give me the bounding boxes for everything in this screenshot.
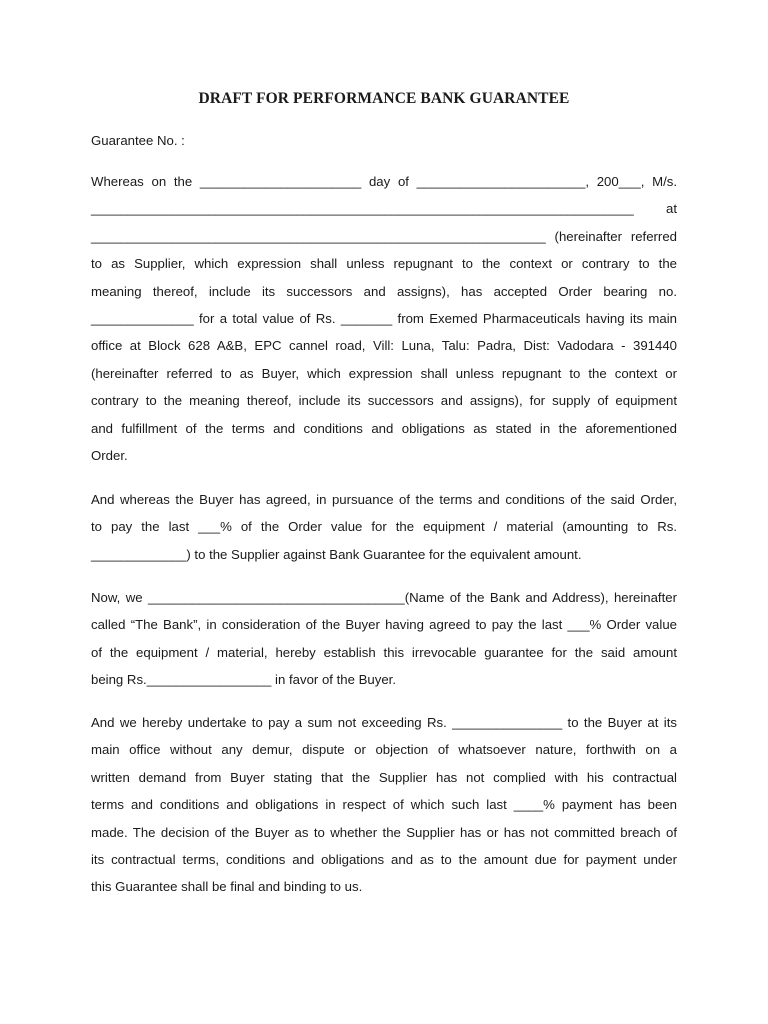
paragraph-line: being Rs._________________ in favor of the Buyer. [91, 672, 397, 688]
paragraph-line: to as Supplier, which expression shall unless repugnant to the context or contrary to the [91, 256, 677, 272]
paragraph-line: terms and conditions and obligations in respect of which such last ____% payment has been [91, 797, 677, 813]
paragraph-and-whereas [91, 486, 677, 568]
paragraph-line: its contractual terms, conditions and obligations and as to the amount due for payment under [91, 851, 677, 867]
paragraph-line: ______________________________________________________________ (hereinafter referred [91, 228, 677, 244]
paragraph-line: made. The decision of the Buyer as to whether the Supplier has or has not committed breach of [91, 824, 677, 840]
paragraph-line: __________________________________________________________________________ at [91, 201, 677, 217]
paragraph-line: (hereinafter referred to as Buyer, which expression shall unless repugnant to the context or [91, 365, 677, 381]
paragraph-line: _____________) to the Supplier against Bank Guarantee for the equivalent amount. [91, 546, 582, 562]
paragraph-line: this Guarantee shall be final and binding to us. [91, 879, 363, 895]
guarantee-number-label [91, 127, 677, 154]
paragraph-line: contrary to the meaning thereof, include its successors and assigns), for supply of equipment [91, 393, 677, 409]
paragraph-line: written demand from Buyer stating that the Supplier has not complied with his contractual [91, 769, 677, 785]
paragraph-line: office at Block 628 A&B, EPC cannel road, Vill: Luna, Talu: Padra, Dist: Vadodara - 391440 [91, 338, 677, 354]
guarantee-number-text: Guarantee No. : [91, 133, 185, 148]
paragraph-line: main office without any demur, dispute or objection of whatsoever nature, forthwith on a [91, 742, 677, 758]
paragraph-line: Now, we ___________________________________(Name of the Bank and Address), hereinafter [91, 590, 677, 605]
paragraph-line: Whereas on the ______________________ day of _______________________, 200___, M/s. [91, 174, 677, 189]
paragraph-undertake [91, 709, 677, 901]
paragraph-whereas [91, 168, 677, 469]
paragraph-now-we [91, 584, 677, 694]
paragraph-line: Order. [91, 447, 128, 463]
paragraph-line: And whereas the Buyer has agreed, in pursuance of the terms and conditions of the said Order, [91, 492, 677, 507]
paragraph-line: ______________ for a total value of Rs. _______ from Exemed Pharmaceuticals having its main [91, 310, 677, 326]
paragraph-line: meaning thereof, include its successors and assigns), has accepted Order bearing no. [91, 283, 677, 299]
paragraph-line: called “The Bank”, in consideration of the Buyer having agreed to pay the last ___% Order value [91, 617, 677, 633]
document-title: DRAFT FOR PERFORMANCE BANK GUARANTEE [198, 90, 570, 107]
paragraph-line: And we hereby undertake to pay a sum not exceeding Rs. _______________ to the Buyer at its [91, 715, 677, 730]
paragraph-line: of the equipment / material, hereby establish this irrevocable guarantee for the said amount [91, 644, 677, 660]
paragraph-line: and fulfillment of the terms and conditions and obligations as stated in the aforementioned [91, 420, 677, 436]
paragraph-line: to pay the last ___% of the Order value for the equipment / material (amounting to Rs. [91, 519, 677, 535]
